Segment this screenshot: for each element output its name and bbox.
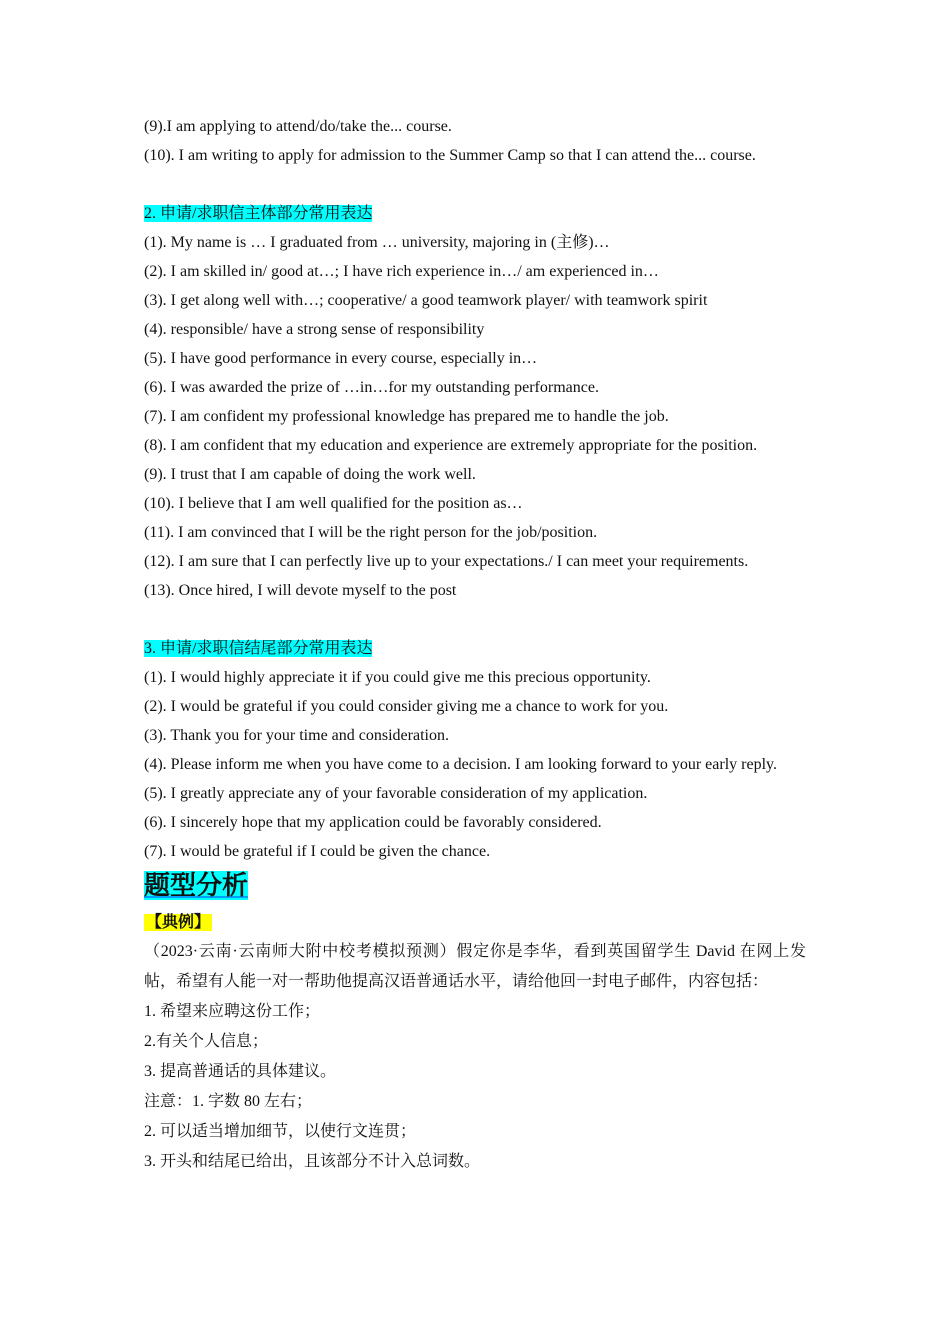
part3-item: (6). I sincerely hope that my application could be favorably considered. — [144, 814, 602, 831]
prompt-point: 2.有关个人信息； — [144, 1033, 269, 1050]
part3-item: (2). I would be grateful if you could consider giving me a chance to work for you. — [144, 698, 669, 715]
part2-item: (6). I was awarded the prize of …in…for my outstanding performance. — [144, 379, 599, 396]
part2-item: (4). responsible/ have a strong sense of responsibility — [144, 321, 485, 338]
part2-item: (1). My name is … I graduated from … university, majoring in (主修)… — [144, 234, 610, 251]
example-prompt: （2023·云南·云南师大附中校考模拟预测）假定你是李华，看到英国留学生 David 在网上发帖，希望有人能一对一帮助他提高汉语普通话水平，请给他回一封电子邮件，内容包括： — [144, 943, 806, 990]
part3-heading: 3. 申请/求职信结尾部分常用表达 — [144, 640, 373, 657]
part1-item-10: (10). I am writing to apply for admission to the Summer Camp so that I can attend the... course. — [144, 147, 756, 164]
part3-item: (3). Thank you for your time and consideration. — [144, 727, 449, 744]
part2-heading: 2. 申请/求职信主体部分常用表达 — [144, 205, 373, 222]
part2-item: (10). I believe that I am well qualified for the position as… — [144, 495, 523, 512]
part2-item: (11). I am convinced that I will be the right person for the job/position. — [144, 524, 598, 541]
document-content — [144, 112, 806, 1177]
part2-item: (13). Once hired, I will devote myself to the post — [144, 582, 457, 599]
part3-item: (1). I would highly appreciate it if you could give me this precious opportunity. — [144, 669, 651, 686]
part3-item: (4). Please inform me when you have come to a decision. I am looking forward to your early reply. — [144, 756, 777, 773]
part2-item: (3). I get along well with…; cooperative/ a good teamwork player/ with teamwork spirit — [144, 292, 708, 309]
part2-item: (5). I have good performance in every course, especially in… — [144, 350, 538, 367]
prompt-point: 3. 提高普通话的具体建议。 — [144, 1063, 337, 1080]
prompt-note: 3. 开头和结尾已给出，且该部分不计入总词数。 — [144, 1153, 481, 1170]
prompt-note: 2. 可以适当增加细节，以使行文连贯； — [144, 1123, 417, 1140]
analysis-title: 题型分析 — [144, 871, 249, 900]
part1-item-9: (9).I am applying to attend/do/take the... course. — [144, 118, 452, 135]
part2-item: (9). I trust that I am capable of doing the work well. — [144, 466, 476, 483]
part3-item: (5). I greatly appreciate any of your favorable consideration of my application. — [144, 785, 648, 802]
example-tag: 【典例】 — [146, 914, 211, 931]
prompt-point: 1. 希望来应聘这份工作； — [144, 1003, 321, 1020]
part3-item: (7). I would be grateful if I could be given the chance. — [144, 843, 491, 860]
part2-item: (2). I am skilled in/ good at…; I have rich experience in…/ am experienced in… — [144, 263, 659, 280]
part2-item: (7). I am confident my professional knowledge has prepared me to handle the job. — [144, 408, 669, 425]
part2-item: (12). I am sure that I can perfectly live up to your expectations./ I can meet your requirements. — [144, 553, 749, 570]
part2-item: (8). I am confident that my education and experience are extremely appropriate for the position. — [144, 437, 758, 454]
prompt-note: 注意：1. 字数 80 左右； — [144, 1093, 313, 1110]
